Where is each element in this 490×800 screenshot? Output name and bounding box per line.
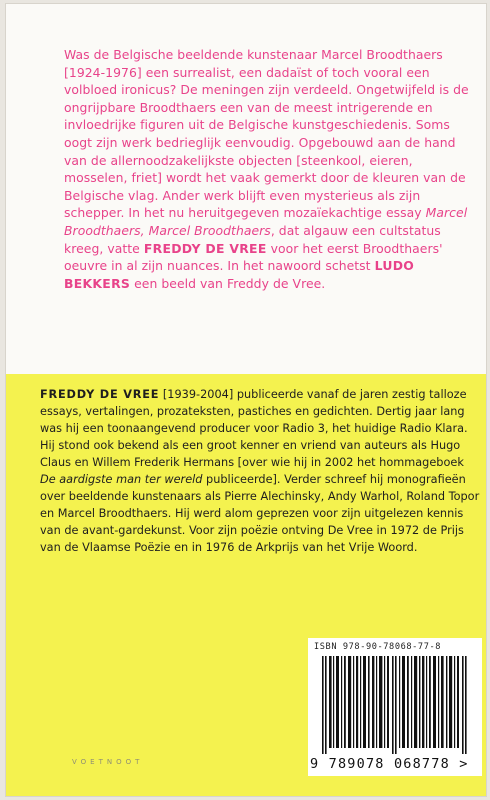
bio-paragraph: [40, 386, 480, 556]
isbn-label: ISBN 978-90-78068-77-8: [314, 642, 442, 652]
blurb-text: [64, 46, 476, 292]
blurb-panel: [6, 4, 486, 374]
blurb-author-name: FREDDY DE VREE: [143, 240, 267, 256]
ean-digits: 9 789078 068778 >: [310, 756, 469, 772]
bio-part-2: publiceerde]. Verder schreef hij monografieën over beeldende kunstenaars als Pierre Alechinsky, Andy Warhol, Roland Topor en Marcel Broodthaers. Hij werd alom geprezen voor zijn uitgelezen kennis van de avant-gardekunst. Voor zijn poëzie ontving De Vree in 1972 de Prijs van de Vlaamse Poëzie en in 1976 de Arkprijs van het Vrije Woord.: [40, 473, 480, 554]
bio-author-name: FREDDY DE VREE: [40, 388, 160, 401]
barcode-bars-icon: [322, 656, 470, 754]
blurb-afterword-author: LUDO BEKKERS: [64, 258, 415, 291]
blurb-part-1: Was de Belgische beeldende kunstenaar Marcel Broodthaers [1924-1976] een surrealist, een dadaïst of toch vooral een volbloed ironicus? De meningen zijn verdeeld. Ongetwijfeld is de ongrijpbare Broodthaers een van de meest intrigerende en invloedrijke figuren uit de Belgische kunstgeschiedenis. Soms oogt zijn werk bedrieglijk eenvoudig. Opgebouwd aan de hand van de allernoodzakelijkste objecten [steenkool, eieren, mosselen, friet] wordt het vaak gemerkt door de kleuren van de Belgische vlag. Ander werk blijft even mysterieus als zijn schepper. In het nu heruitgegeven mozaïekachtige essay: [64, 47, 469, 221]
blurb-part-3: voor het eerst Broodthaers' oeuvre in al zijn nuances. In het nawoord schetst: [64, 240, 443, 274]
author-bio-text: [40, 386, 480, 556]
blurb-paragraph: [64, 46, 476, 292]
bio-part-1: [1939-2004] publiceerde vanaf de jaren zestig talloze essays, vertalingen, prozateksten, pastiches en gedichten. Dertig jaar lang was hij een toonaangevend producer voor Radio 3, het huidige Radio Klara. Hij stond ook bekend als een groot kenner en vriend van auteurs als Hugo Claus en Willem Frederik Hermans [over wie hij in 2002 het hommageboek: [40, 388, 468, 469]
bio-book-title: De aardigste man ter wereld: [40, 473, 203, 486]
author-bio-panel: [6, 374, 486, 796]
isbn-barcode: [308, 638, 482, 776]
blurb-book-title: Marcel Broodthaers, Marcel Broodthaers: [64, 205, 468, 238]
blurb-part-4: een beeld van Freddy de Vree.: [130, 275, 326, 291]
publisher-logo: VOETNOOT: [72, 758, 144, 766]
blurb-part-2: , dat algauw een cultstatus kreeg, vatte: [64, 222, 441, 256]
book-back-cover: [6, 4, 486, 796]
